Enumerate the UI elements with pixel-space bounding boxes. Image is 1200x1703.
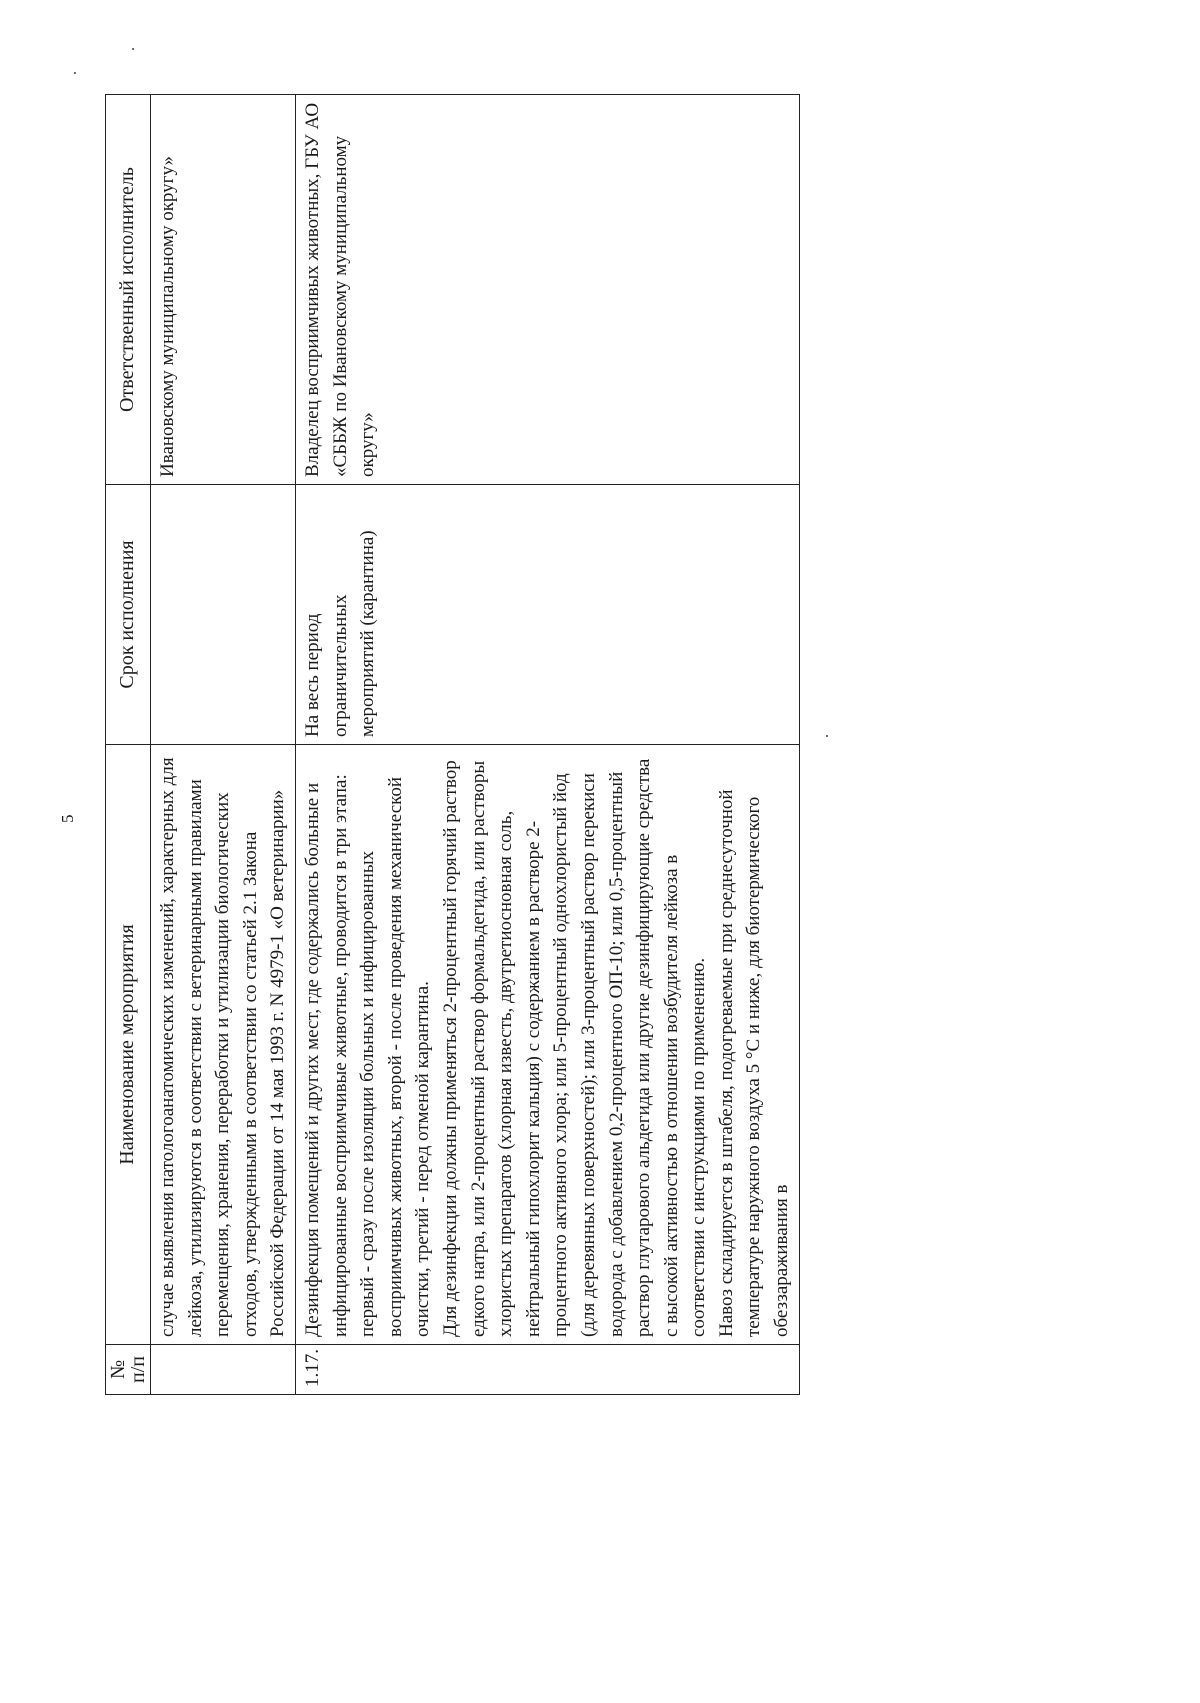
responsible-cell: Владелец восприимчивых животных, ГБУ АО «СББЖ по Ивановскому муниципальному округу»: [295, 95, 799, 485]
measure-paragraph: Для дезинфекции должны применяться 2-процентный горячий раствор едкого натра, или 2-процентный раствор формальдегида, или растворы хлористых препаратов (хлорная известь, двутретиосновная соль, нейтральный гипохлорит кальция) с содержанием в растворе 2-процентного активного хлора; или 5-процентный однохлористый йод (для деревянных поверхностей); или 3-процентный раствор перекиси водорода с добавлением 0,2-процентного ОП-10; или 0,5-процентный раствор глутарового альдегида или другие дезинфицирующие средства с высокой активностью в отношении возбудителя лейкоза в соответствии с инструкциями по применению.: [439, 758, 710, 1337]
deadline-cell: На весь период ограничительных мероприятий (карантина): [295, 485, 799, 745]
scan-speck: [74, 72, 76, 74]
header-deadline: Срок исполнения: [106, 485, 151, 745]
measure-name-cell: [295, 745, 799, 1345]
table-row: [151, 95, 296, 1395]
header-number-symbol: №: [107, 1359, 129, 1380]
table-row: [295, 95, 799, 1395]
row-number: [151, 1345, 296, 1395]
page-number: 5: [58, 814, 77, 823]
measure-name-cell: случае выявления патологоанатомических изменений, характерных для лейкоза, утилизируются в соответствии с ветеринарными правилами перемещения, хранения, переработки и утилизации биологических отходов, утвержденными в соответствии со статьей 2.1 Закона Российской Федерации от 14 мая 1993 г. N 4979-1 «О ветеринарии»: [151, 745, 296, 1345]
measure-paragraph: Дезинфекция помещений и других мест, где содержались больные и инфицированные восприимчивые животные, проводится в три этапа: первый - сразу после изоляции больных и инфицированных восприимчивых животных, второй - после проведения механической очистки, третий - перед отменой карантина.: [301, 774, 434, 1337]
header-number-abbr: п/п: [127, 1356, 149, 1383]
header-responsible: Ответственный исполнитель: [106, 95, 151, 485]
measures-table: [105, 94, 800, 1395]
responsible-cell: Ивановскому муниципальному округу»: [151, 95, 296, 485]
header-measure-name: Наименование мероприятия: [106, 745, 151, 1345]
header-number: [106, 1345, 151, 1395]
row-number: 1.17.: [295, 1345, 799, 1395]
rotated-page-content: [105, 95, 1035, 1395]
scan-speck: [132, 48, 134, 50]
scan-speck: [826, 735, 828, 737]
measure-paragraph: Навоз складируется в штабеля, подогреваемые при среднесуточной температуре наружного воздуха 5 °С и ниже, для биотермического обеззараживания в: [715, 789, 793, 1337]
deadline-cell: [151, 485, 296, 745]
table-header-row: [106, 95, 151, 1395]
